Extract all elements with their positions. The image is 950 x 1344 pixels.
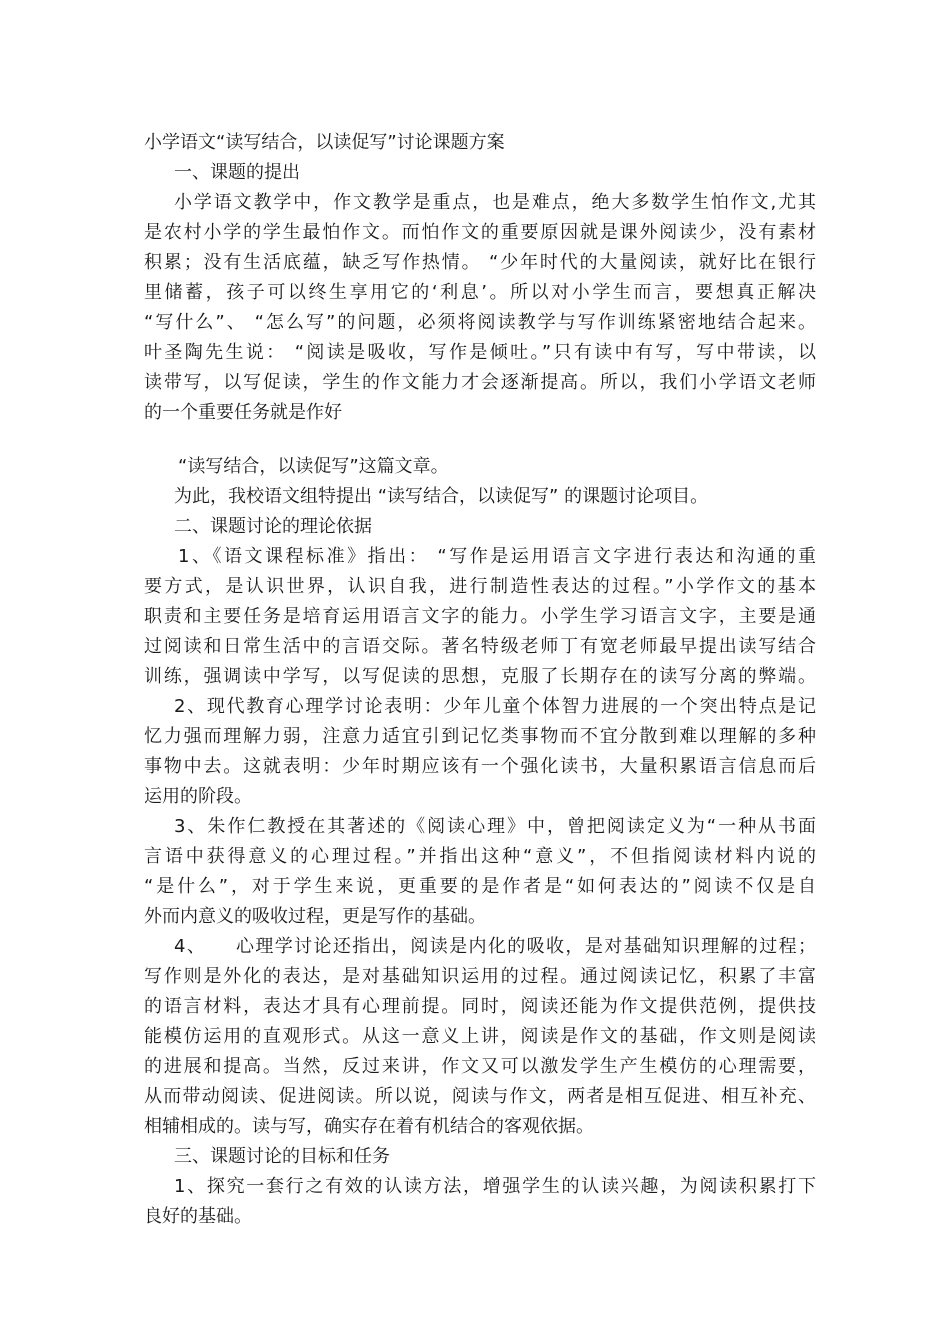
text-line: 小学语文教学中，作文教学是重点，也是难点，绝大多数学生怕作文,尤其 [174, 192, 816, 213]
text-line: 叶圣陶先生说： “阅读是吸收，写作是倾吐。”只有读中有写，写中带读，以 [144, 342, 816, 363]
text-line: 1、《语文课程标准》指出： “写作是运用语言文字进行表达和沟通的重 [178, 546, 816, 567]
list-item-1 [144, 542, 816, 692]
text-line: 2、现代教育心理学讨论表明：少年儿童个体智力进展的一个突出特点是记 [174, 696, 816, 717]
paragraph-gap [144, 428, 816, 452]
list-item-3 [144, 812, 816, 932]
paragraph-1 [144, 188, 816, 428]
document-page [144, 128, 816, 1232]
text-line: 1、探究一套行之有效的认读方法，增强学生的认读兴趣，为阅读积累打下 [174, 1176, 816, 1197]
paragraph-3: 为此，我校语文组特提出 “读写结合，以读促写” 的课题讨论项目。 [174, 486, 709, 507]
list-item-4 [144, 932, 816, 1142]
text-line: 3、朱作仁教授在其著述的《阅读心理》中，曾把阅读定义为“一种从书面 [174, 816, 816, 837]
section-heading-3: 三、课题讨论的目标和任务 [174, 1146, 390, 1167]
section-heading-1: 一、课题的提出 [174, 162, 300, 183]
text-line: 训练，强调读中学写，以写促读的思想，克服了长期存在的读写分离的弊端。 [144, 666, 816, 687]
text-line: 言语中获得意义的心理过程。”并指出这种“意义”，不但指阅读材料内说的 [144, 846, 816, 867]
goal-item-1 [144, 1172, 816, 1232]
text-line: 写作则是外化的表达，是对基础知识运用的过程。通过阅读记忆，积累了丰富 [144, 966, 816, 987]
text-line: 的进展和提高。当然，反过来讲，作文又可以激发学生产生模仿的心理需要， [144, 1056, 816, 1077]
text-line: 过阅读和日常生活中的言语交际。著名特级老师丁有宽老师最早提出读写结合 [144, 636, 816, 657]
text-line: 的一个重要任务就是作好 [144, 402, 342, 423]
text-line: “写什么”、 “怎么写”的问题，必须将阅读教学与写作训练紧密地结合起来。 [144, 312, 816, 333]
text-line: 能模仿运用的直观形式。从这一意义上讲，阅读是作文的基础，作文则是阅读 [144, 1026, 816, 1047]
text-line: 积累；没有生活底蕴，缺乏写作热情。 “少年时代的大量阅读，就好比在银行 [144, 252, 816, 273]
text-line: 读带写，以写促读，学生的作文能力才会逐渐提高。所以，我们小学语文老师 [144, 372, 816, 393]
text-line: 运用的阶段。 [144, 786, 252, 807]
text-line: 里储蓄，孩子可以终生享用它的‘利息’。所以对小学生而言，要想真正解决 [144, 282, 816, 303]
text-line: 要方式，是认识世界，认识自我，进行制造性表达的过程。”小学作文的基本 [144, 576, 816, 597]
paragraph-2: “读写结合，以读促写”这篇文章。 [178, 456, 449, 477]
text-line: 4、 心理学讨论还指出，阅读是内化的吸收，是对基础知识理解的过程； [174, 936, 816, 957]
text-line: 的语言材料，表达才具有心理前提。同时，阅读还能为作文提供范例，提供技 [144, 996, 816, 1017]
text-line: “是什么”，对于学生来说，更重要的是作者是“如何表达的”阅读不仅是自 [144, 876, 816, 897]
document-title: 小学语文“读写结合，以读促写”讨论课题方案 [144, 132, 505, 153]
text-line: 外而内意义的吸收过程，更是写作的基础。 [144, 906, 486, 927]
section-heading-2: 二、课题讨论的理论依据 [174, 516, 372, 537]
text-line: 忆力强而理解力弱，注意力适宜引到记忆类事物而不宜分散到难以理解的多种 [144, 726, 816, 747]
text-line: 职责和主要任务是培育运用语言文字的能力。小学生学习语言文字，主要是通 [144, 606, 816, 627]
text-line: 从而带动阅读、促进阅读。所以说，阅读与作文，两者是相互促进、相互补充、 [144, 1086, 816, 1107]
list-item-2 [144, 692, 816, 812]
text-line: 相辅相成的。读与写，确实存在着有机结合的客观依据。 [144, 1116, 594, 1137]
text-line: 是农村小学的学生最怕作文。而怕作文的重要原因就是课外阅读少，没有素材 [144, 222, 816, 243]
text-line: 良好的基础。 [144, 1206, 252, 1227]
text-line: 事物中去。这就表明：少年时期应该有一个强化读书，大量积累语言信息而后 [144, 756, 816, 777]
